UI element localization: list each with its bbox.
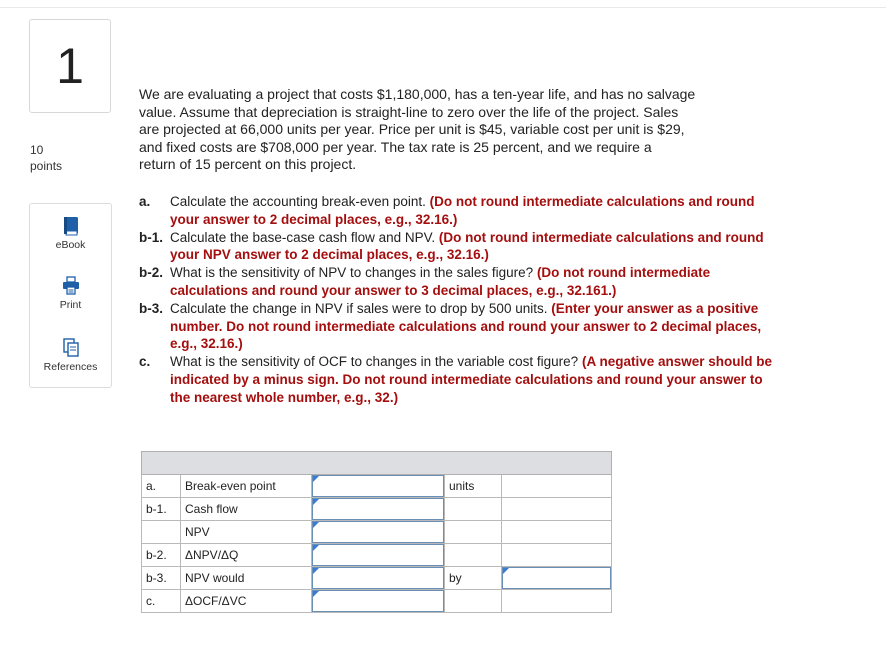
breakeven-input[interactable] bbox=[312, 475, 444, 497]
references-icon bbox=[63, 338, 79, 358]
part-text: Calculate the base-case cash flow and NPV. bbox=[170, 229, 439, 245]
problem-statement bbox=[139, 86, 769, 174]
npv-change-input-cell bbox=[502, 567, 612, 590]
npv-input-cell bbox=[312, 521, 445, 544]
references-label: References bbox=[43, 361, 98, 373]
row-label: a. bbox=[142, 475, 181, 498]
row-desc: Break-even point bbox=[181, 475, 312, 498]
empty-cell bbox=[502, 521, 612, 544]
answer-table bbox=[141, 451, 612, 613]
part-label: a. bbox=[139, 194, 151, 209]
part-text: Calculate the change in NPV if sales were to drop by 500 units. bbox=[170, 300, 552, 316]
table-header bbox=[142, 452, 612, 475]
printer-icon bbox=[62, 276, 80, 296]
references-button[interactable] bbox=[30, 338, 111, 373]
part-label: b-2. bbox=[139, 265, 164, 281]
print-label: Print bbox=[59, 299, 82, 311]
part-instruction: (Do not round intermediate calculations and round your answer to 3 decimal places, e.g., 32.161.) bbox=[170, 265, 711, 298]
part-text: Calculate the accounting break-even point. bbox=[170, 194, 430, 209]
row-desc: ΔOCF/ΔVC bbox=[181, 590, 312, 613]
npv-input[interactable] bbox=[312, 521, 444, 543]
row-label: b-1. bbox=[142, 498, 181, 521]
part-label: b-3. bbox=[139, 300, 164, 316]
row-unit: units bbox=[445, 475, 502, 498]
table-header-cell bbox=[142, 452, 612, 475]
part-instruction: (Do not round intermediate calculations and round your NPV answer to 2 decimal places, e.g., 32.16.) bbox=[170, 229, 764, 263]
part-label: b-1. bbox=[139, 229, 164, 245]
row-label: b-3. bbox=[142, 567, 181, 590]
npv-direction-select[interactable] bbox=[312, 567, 444, 589]
empty-cell bbox=[502, 498, 612, 521]
part-instruction: (Enter your answer as a positive number. Do not round intermediate calculations and round your answer to 2 decimal places, e.g., 32.16.) bbox=[170, 300, 762, 352]
ebook-label: eBook bbox=[55, 239, 86, 251]
problem-line: are projected at 66,000 units per year. Price per unit is $45, variable cost per unit is $29, bbox=[139, 121, 685, 137]
cash-flow-input-cell bbox=[312, 498, 445, 521]
print-button[interactable] bbox=[30, 276, 111, 311]
empty-cell bbox=[502, 475, 612, 498]
row-desc: ΔNPV/ΔQ bbox=[181, 544, 312, 567]
part-instruction: (Do not round intermediate calculations and round your answer to 2 decimal places, e.g., 32.16.) bbox=[170, 194, 755, 227]
table-row bbox=[142, 567, 612, 590]
npv-sensitivity-input-cell bbox=[312, 544, 445, 567]
row-desc: NPV would bbox=[181, 567, 312, 590]
top-divider bbox=[0, 7, 886, 8]
ocf-sensitivity-input[interactable] bbox=[312, 590, 444, 612]
row-unit bbox=[445, 590, 502, 613]
row-desc: Cash flow bbox=[181, 498, 312, 521]
breakeven-input-cell bbox=[312, 475, 445, 498]
problem-line: value. Assume that depreciation is straight-line to zero over the life of the project. Sales bbox=[139, 103, 679, 120]
row-label: c. bbox=[142, 590, 181, 613]
part-c bbox=[139, 353, 779, 406]
part-text: What is the sensitivity of OCF to changes in the variable cost figure? bbox=[170, 354, 582, 370]
part-b1 bbox=[139, 229, 779, 265]
row-label: b-2. bbox=[142, 544, 181, 567]
problem-line: We are evaluating a project that costs $1,180,000, has a ten-year life, and has no salvage bbox=[139, 86, 696, 102]
row-desc: NPV bbox=[181, 521, 312, 544]
question-number: 1 bbox=[29, 19, 111, 113]
part-b3 bbox=[139, 300, 779, 353]
table-row bbox=[142, 544, 612, 567]
row-unit bbox=[445, 498, 502, 521]
row-unit: by bbox=[445, 567, 502, 590]
question-parts bbox=[139, 193, 779, 407]
empty-cell bbox=[502, 544, 612, 567]
empty-cell bbox=[502, 590, 612, 613]
cash-flow-input[interactable] bbox=[312, 498, 444, 520]
part-a bbox=[139, 193, 779, 229]
table-row bbox=[142, 521, 612, 544]
points-label: points bbox=[30, 159, 63, 173]
part-instruction: (A negative answer should be indicated by a minus sign. Do not round intermediate calculations and round your answer to the nearest whole number, e.g., 32.) bbox=[170, 354, 772, 405]
ocf-sensitivity-input-cell bbox=[312, 590, 445, 613]
npv-change-input[interactable] bbox=[502, 567, 611, 589]
points-info bbox=[30, 142, 62, 174]
table-row bbox=[142, 475, 612, 498]
part-b2 bbox=[139, 264, 779, 300]
table-row bbox=[142, 590, 612, 613]
points-value: 10 bbox=[30, 143, 44, 157]
part-text: What is the sensitivity of NPV to changes in the sales figure? bbox=[170, 265, 537, 281]
problem-line: return of 15 percent on this project. bbox=[139, 156, 357, 172]
row-unit bbox=[445, 544, 502, 567]
book-icon bbox=[63, 216, 79, 236]
npv-sensitivity-input[interactable] bbox=[312, 544, 444, 566]
table-row bbox=[142, 498, 612, 521]
ebook-button[interactable] bbox=[30, 216, 111, 251]
row-label bbox=[142, 521, 181, 544]
problem-line: and fixed costs are $708,000 per year. The tax rate is 25 percent, and we require a bbox=[139, 138, 652, 155]
tools-panel bbox=[29, 203, 112, 388]
row-unit bbox=[445, 521, 502, 544]
npv-direction-select-cell bbox=[312, 567, 445, 590]
part-label: c. bbox=[139, 354, 151, 370]
